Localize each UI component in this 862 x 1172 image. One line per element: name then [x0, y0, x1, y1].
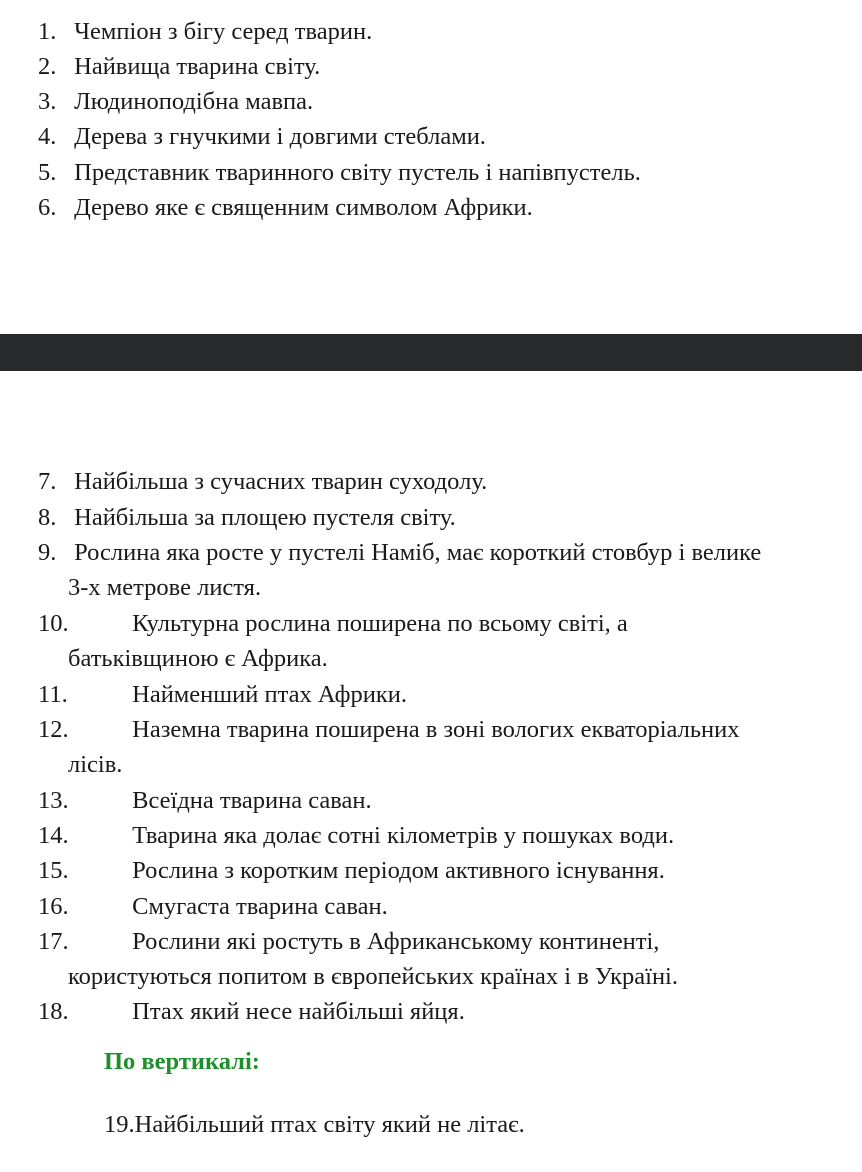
- item-number: 14.: [38, 822, 69, 849]
- item-number: 4.: [38, 123, 57, 150]
- item-number: 6.: [38, 194, 57, 221]
- list-item: [38, 818, 842, 853]
- list-item: [38, 853, 842, 888]
- item-number: 5.: [38, 159, 57, 186]
- list-item: [38, 49, 842, 84]
- item-number: 8.: [38, 504, 57, 531]
- item-continuation: користуються попитом в європейських країнах і в Україні.: [68, 963, 678, 990]
- item-text: Рослина з коротким періодом активного існування.: [132, 857, 665, 884]
- item-continuation: батьківщиною є Африка.: [68, 645, 328, 672]
- item-text: Найменший птах Африки.: [132, 681, 408, 708]
- item-number: 2.: [38, 53, 57, 80]
- item-number: 18.: [38, 998, 69, 1025]
- item-text: Наземна тварина поширена в зоні вологих екваторіальних: [132, 716, 740, 743]
- list-item: [38, 712, 842, 747]
- item-number: 16.: [38, 893, 69, 920]
- list-item: [38, 606, 842, 641]
- list-item: [38, 889, 842, 924]
- list-item: [38, 783, 842, 818]
- item-number: 1.: [38, 18, 57, 45]
- list-item: [38, 84, 842, 119]
- item-number: 11.: [38, 681, 68, 708]
- item-text: Дерева з гнучкими і довгими стеблами.: [74, 123, 486, 150]
- item-number: 13.: [38, 787, 69, 814]
- item-text: Найвища тварина світу.: [74, 53, 321, 80]
- list-item: [38, 994, 842, 1029]
- item-number: 15.: [38, 857, 69, 884]
- item-continuation: 3-х метрове листя.: [68, 574, 262, 601]
- item-text: Культурна рослина поширена по всьому світі, а: [132, 610, 628, 637]
- item-number: 10.: [38, 610, 69, 637]
- item-text: Рослини які ростуть в Африканському континенті,: [132, 928, 660, 955]
- item-number: 12.: [38, 716, 69, 743]
- list-item: [38, 924, 842, 959]
- document-page-bottom: [0, 371, 862, 1172]
- list-item: [38, 464, 842, 499]
- document-page-top: [0, 0, 862, 334]
- item-number: 7.: [38, 468, 57, 495]
- item-number: 17.: [38, 928, 69, 955]
- item-text: Чемпіон з бігу серед тварин.: [74, 18, 373, 45]
- vertical-heading: По вертикалі:: [104, 1048, 260, 1075]
- list-item: [38, 500, 842, 535]
- item-text: Найбільша з сучасних тварин суходолу.: [74, 468, 488, 495]
- item-text: Тварина яка долає сотні кілометрів у пошуках води.: [132, 822, 675, 849]
- list-item: [38, 155, 842, 190]
- item-text: Птах який несе найбільші яйця.: [132, 998, 465, 1025]
- item-text: Рослина яка росте у пустелі Наміб, має короткий стовбур і велике: [74, 539, 762, 566]
- item-text: Представник тваринного світу пустель і напівпустель.: [74, 159, 641, 186]
- item-text: Дерево яке є священним символом Африки.: [74, 194, 533, 221]
- list-item: [38, 535, 842, 570]
- list-item: [38, 190, 842, 225]
- page-divider: [0, 334, 862, 371]
- item-text: Найбільша за площею пустеля світу.: [74, 504, 456, 531]
- list-item: [38, 14, 842, 49]
- item-number: 9.: [38, 539, 57, 566]
- item-text: Людиноподібна мавпа.: [74, 88, 314, 115]
- item-continuation: лісів.: [68, 751, 123, 778]
- list-item: [38, 677, 842, 712]
- item-text: Смугаста тварина саван.: [132, 893, 388, 920]
- vertical-item: 19.Найбільший птах світу який не літає.: [104, 1111, 525, 1138]
- item-number: 3.: [38, 88, 57, 115]
- item-text: Всеїдна тварина саван.: [132, 787, 372, 814]
- list-item: [38, 119, 842, 154]
